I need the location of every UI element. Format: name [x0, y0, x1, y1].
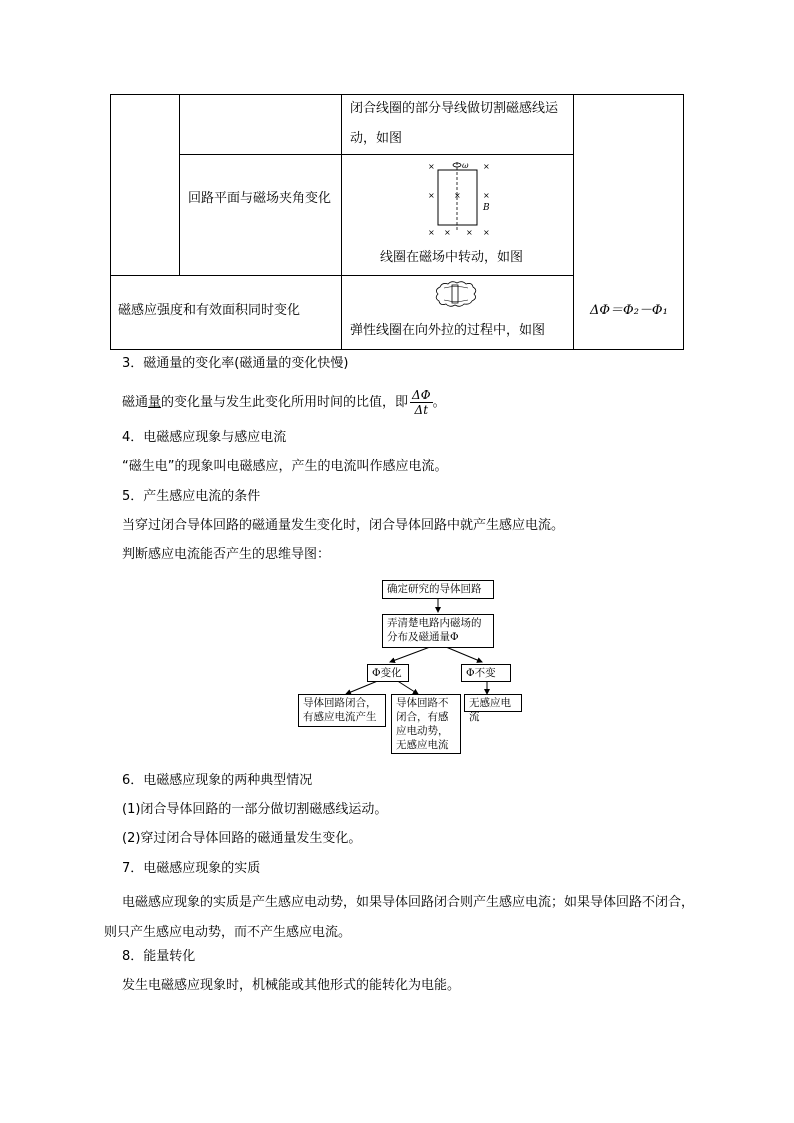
cross-mark: × — [428, 228, 435, 237]
row1-condition-text: 闭合线圈的部分导线做切割磁感线运动，如图 — [350, 101, 559, 146]
section6-item2: (2)穿过闭合导体回路的磁通量发生变化。 — [122, 831, 362, 846]
flow-branch-flux-constant: Φ不变 — [461, 664, 511, 682]
section4-text: “磁生电”的现象叫电磁感应，产生的电流叫作感应电流。 — [122, 459, 448, 474]
section4-heading: 4．电磁感应现象与感应电流 — [122, 430, 287, 445]
row2-label: 回路平面与磁场夹角变化 — [188, 191, 332, 206]
flux-rate-fraction: $\frac{\Delta\Phi}{\Delta t}$ — [412, 388, 431, 417]
row2-caption: 线圈在磁场中转动，如图 — [380, 250, 524, 265]
cross-mark: × — [483, 162, 490, 171]
section7-text: 电磁感应现象的实质是产生感应电动势，如果导体回路闭合则产生感应电流；如果导体回路不闭合，则只产生感应电动势，而不产生感应电流。 — [104, 895, 695, 940]
flow-branch-flux-changes: Φ变化 — [367, 664, 409, 682]
cross-mark: × — [428, 191, 435, 200]
section5-heading: 5．产生感应电流的条件 — [122, 489, 261, 504]
section6-heading: 6．电磁感应现象的两种典型情况 — [122, 773, 313, 788]
section3-text: 磁通量的变化量与发生此变化所用时间的比值，即 $\frac{\Delta\Phi}{\Delta t}$ 。 — [122, 388, 446, 417]
cross-mark: × — [428, 162, 435, 171]
flow-result-closed-circuit: 导体回路闭合，有感应电流产生 — [298, 694, 386, 727]
omega-label: ω — [462, 161, 469, 170]
section6-item1: (1)闭合导体回路的一部分做切割磁感线运动。 — [122, 802, 388, 817]
flow-result-open-circuit: 导体回路不闭合，有感应电动势，无感应电流 — [391, 694, 461, 754]
cross-mark: × — [466, 228, 473, 237]
row3-caption: 弹性线圈在向外拉的过程中，如图 — [350, 323, 546, 338]
row3-label: 磁感应强度和有效面积同时变化 — [118, 303, 301, 318]
mindmap-intro: 判断感应电流能否产生的思维导图： — [122, 547, 331, 562]
cross-mark: × — [483, 191, 490, 200]
section3-heading: 3．磁通量的变化率(磁通量的变化快慢) — [122, 356, 349, 371]
section8-text: 发生电磁感应现象时，机械能或其他形式的能转化为电能。 — [122, 978, 461, 993]
flow-step-analyze-field: 弄清楚电路内磁场的分布及磁通量Φ — [382, 614, 494, 648]
section7-heading: 7．电磁感应现象的实质 — [122, 861, 261, 876]
section8-heading: 8．能量转化 — [122, 949, 196, 964]
flow-step-identify-circuit: 确定研究的导体回路 — [382, 580, 494, 599]
cross-mark: × — [483, 228, 490, 237]
section5-text: 当穿过闭合导体回路的磁通量发生变化时，闭合导体回路中就产生感应电流。 — [122, 518, 565, 533]
cross-mark: × — [454, 191, 461, 200]
cross-mark: × — [444, 228, 451, 237]
flux-change-formula: ΔΦ＝Φ₂－Φ₁ — [590, 303, 668, 318]
flow-result-no-current: 无感应电流 — [464, 694, 522, 712]
field-label: B — [483, 203, 490, 213]
